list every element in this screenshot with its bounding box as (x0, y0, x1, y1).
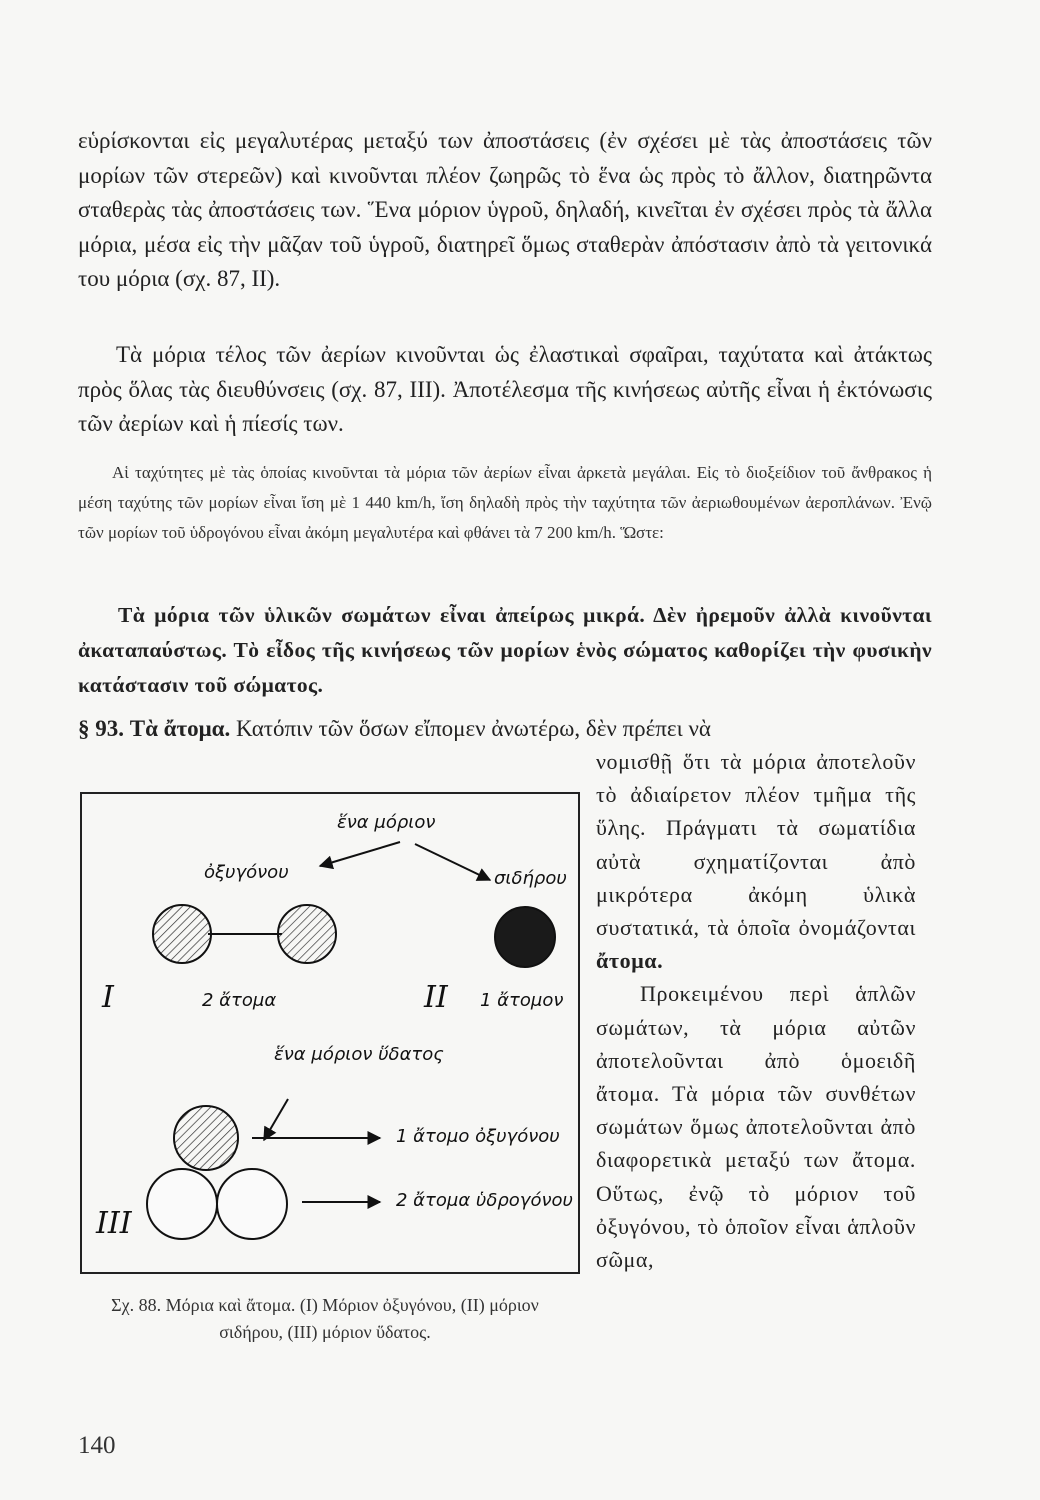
iron-atom (495, 907, 555, 967)
water-hydrogen-atom-right (217, 1169, 287, 1239)
arrow-to-iron (415, 844, 490, 880)
label-oxygen-atom: 1 ἄτομο ὀξυγόνου (396, 1126, 560, 1147)
column-part1: νομισθῇ ὅτι τὰ μόρια ἀποτελοῦν τὸ ἀδιαίρετον πλέον τμῆμα τῆς ὕλης. Πράγματι τὰ σωματίδια αὐτὰ σχηματίζονται ἀπὸ μικρότερα ἀκόμη ὑλικὰ συστατικά, τὰ ὁποῖα ὀνομάζονται (596, 749, 916, 941)
arrow-to-oxygen (320, 842, 400, 866)
paragraph-gases-text: Τὰ μόρια τέλος τῶν ἀερίων κινοῦνται ὡς ἐλαστικαὶ σφαῖραι, ταχύτατα καὶ ἀτάκτως πρὸς ὅλας τὰς διευθύνσεις (σχ. 87, III). Ἀποτέλεσμα τῆς κινήσεως αὐτῆς εἶναι ἡ ἐκτόνωσις τῶν ἀερίων καὶ ἡ πίεσίς των. (78, 342, 932, 436)
paragraph-velocities (78, 458, 932, 548)
roman-two: II (424, 980, 448, 1015)
section-heading-line (78, 712, 932, 746)
label-oxygen: ὀξυγόνου (204, 862, 289, 883)
column-term-atoms: ἄτομα. (596, 948, 664, 974)
water-hydrogen-atom-left (147, 1169, 217, 1239)
label-water-molecule: ἕνα μόριον ὕδατος (274, 1044, 444, 1065)
summary-bold (78, 598, 932, 703)
label-one-atom: 1 ἄτομον (480, 990, 564, 1011)
oxygen-atom-right (278, 905, 336, 963)
figure-molecules-atoms (80, 792, 580, 1274)
roman-three: III (96, 1206, 132, 1241)
paragraph-liquids: εὑρίσκονται εἰς μεγαλυτέρας μεταξύ των ἀποστάσεις (ἐν σχέσει μὲ τὰς ἀποστάσεις τῶν μορίων τῶν στερεῶν) καὶ κινοῦνται πλέον ζωηρῶς τὸ ἕνα ὡς πρὸς τὸ ἄλλον, διατηρῶντα σταθερὰς τὰς ἀποστάσεις των. Ἕνα μόριον ὑγροῦ, δηλαδή, κινεῖται ἐν σχέσει πρὸς τὰ ἄλλα μόρια, μέσα εἰς τὴν μᾶζαν τοῦ ὑγροῦ, διατηρεῖ ὅμως σταθερὰν ἀπόστασιν ἀπὸ τὰ γειτονικά του μόρια (σχ. 87, II). (78, 128, 932, 291)
paragraph-gases (78, 338, 932, 442)
page-number: 140 (78, 1432, 116, 1459)
figure-caption: Σχ. 88. Μόρια καὶ ἄτομα. (I) Μόριον ὀξυγόνου, (II) μόριον σιδήρου, (III) μόριον ὕδατος. (111, 1295, 539, 1342)
label-two-atoms: 2 ἄτομα (202, 990, 277, 1011)
column-paragraph-2 (596, 977, 916, 1276)
section-lead-text: Κατόπιν τῶν ὅσων εἴπομεν ἀνωτέρω, δὲν πρέπει νὰ (236, 716, 711, 741)
column-paragraph-1 (596, 745, 916, 977)
right-column-text (596, 745, 916, 1276)
section-title: Τὰ ἄτομα. (129, 716, 231, 741)
summary-bold-text: Τὰ μόρια τῶν ὑλικῶν σωμάτων εἶναι ἀπείρως μικρά. Δὲν ἠρεμοῦν ἀλλὰ κινοῦνται ἀκαταπαύστως. Τὸ εἶδος τῆς κινήσεως τῶν μορίων ἑνὸς σώματος καθορίζει τὴν φυσικὴν κατάστασιν τοῦ σώματος. (78, 603, 932, 697)
label-iron: σιδήρου (494, 868, 567, 889)
oxygen-atom-left (153, 905, 211, 963)
label-one-molecule: ἕνα μόριον (337, 812, 436, 833)
label-hydrogen-atoms: 2 ἄτομα ὑδρογόνου (396, 1190, 573, 1211)
section-number: § 93. (78, 716, 124, 741)
paragraph-velocities-text: Αἱ ταχύτητες μὲ τὰς ὁποίας κινοῦνται τὰ μόρια τῶν ἀερίων εἶναι ἀρκετὰ μεγάλαι. Εἰς τὸ διοξείδιον τοῦ ἄνθρακος ἡ μέση ταχύτης τῶν μορίων εἶναι ἴση μὲ 1 440 km/h, ἴση δηλαδὴ πρὸς τὴν ταχύτητα τῶν ἀεριωθουμένων ἀεροπλάνων. Ἐνῷ τῶν μορίων τοῦ ὑδρογόνου εἶναι ἀκόμη μεγαλυτέρα καὶ φθάνει τὰ 7 200 km/h. Ὥστε: (78, 463, 932, 542)
column-part2: Προκειμένου περὶ ἁπλῶν σωμάτων, τὰ μόρια αὐτῶν ἀποτελοῦνται ἀπὸ ὁμοειδῆ ἄτομα. Τὰ μόρια τῶν συνθέτων σωμάτων ὅμως ἀποτελοῦνται ἀπὸ διαφορετικὰ μεταξύ των ἄτομα. Οὕτως, ἐνῷ τὸ μόριον τοῦ ὀξυγόνου, τὸ ὁποῖον εἶναι ἁπλοῦν σῶμα, (596, 981, 916, 1273)
arrow-to-water (264, 1099, 288, 1140)
water-oxygen-atom (174, 1106, 238, 1170)
roman-one: I (102, 980, 114, 1015)
